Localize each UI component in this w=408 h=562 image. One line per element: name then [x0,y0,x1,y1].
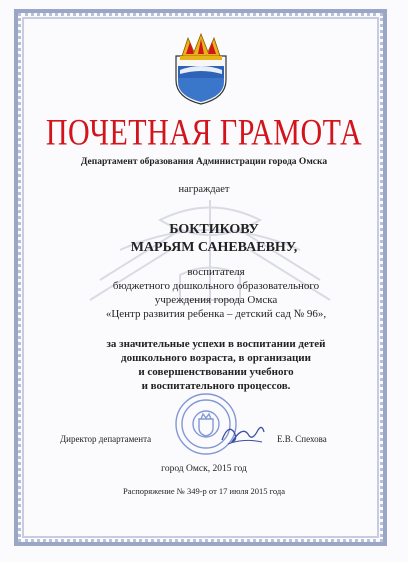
issuing-department: Департамент образования Администрации города Омска [80,157,328,167]
signatory-title: Директор департамента [60,434,152,444]
awards-verb: награждает [178,184,230,195]
recipient-given-name: МАРЬЯМ САНЕВАЕВНУ, [130,240,298,255]
certificate-title: ПОЧЕТНАЯ ГРАМОТА [45,112,363,154]
signatory-name: Е.В. Спехова [277,434,327,444]
omsk-coat-of-arms [168,30,234,106]
merit-line: и воспитательного процессов. [141,380,291,392]
merit-line: дошкольного возраста, в организации [121,352,311,364]
position-line: воспитателя [187,266,245,278]
order-reference: Распоряжение № 349-р от 17 июля 2015 года [122,486,286,496]
recipient-surname: БОКТИКОВУ [169,222,259,237]
merit-line: и совершенствовании учебного [138,366,294,378]
merit-line: за значительные успехи в воспитании детей [106,338,326,350]
place-and-year: город Омск, 2015 год [161,464,247,474]
position-line: «Центр развития ребенка – детский сад № 96», [105,308,327,320]
director-signature [218,420,268,448]
position-line: учреждения города Омска [154,294,278,306]
position-line: бюджетного дошкольного образовательного [112,280,320,292]
